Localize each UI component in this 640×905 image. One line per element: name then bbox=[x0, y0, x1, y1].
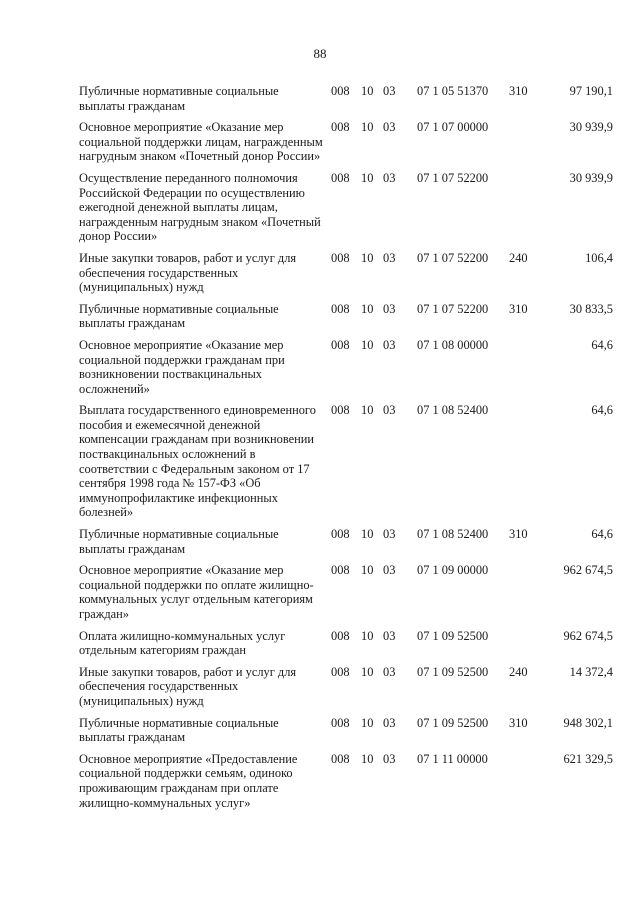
row-amount: 30 833,5 bbox=[569, 301, 613, 316]
row-target-article: 07 1 07 00000 bbox=[417, 120, 489, 135]
table-row bbox=[79, 302, 613, 338]
row-target-article: 07 1 07 52200 bbox=[417, 301, 489, 316]
budget-table bbox=[79, 84, 613, 817]
table-row bbox=[79, 716, 613, 752]
row-name: Публичные нормативные социальные выплаты гражданам bbox=[79, 715, 279, 745]
row-subsection-code: 03 bbox=[383, 170, 396, 185]
row-amount: 30 939,9 bbox=[569, 120, 613, 135]
row-section-code: 10 bbox=[361, 301, 374, 316]
row-section-code: 10 bbox=[361, 715, 374, 730]
row-name: Основное мероприятие «Предоставление социальной поддержки семьям, одиноко проживающим гражданам при оплате жилищно-коммунальных услуг» bbox=[79, 751, 298, 810]
row-amount: 64,6 bbox=[591, 403, 613, 418]
row-name: Иные закупки товаров, работ и услуг для обеспечения государственных (муниципальных) нужд bbox=[79, 250, 297, 295]
row-section-code: 10 bbox=[361, 403, 374, 418]
table-row bbox=[79, 563, 613, 628]
row-amount: 962 674,5 bbox=[563, 628, 613, 643]
table-row bbox=[79, 338, 613, 403]
row-name: Публичные нормативные социальные выплаты гражданам bbox=[79, 527, 279, 556]
row-expense-type: 310 bbox=[509, 84, 528, 98]
row-amount: 14 372,4 bbox=[569, 664, 613, 679]
row-name: Основное мероприятие «Оказание мер социальной поддержки по оплате жилищно-коммунальных услуг отдельным категориям граждан» bbox=[79, 563, 314, 621]
table-row bbox=[79, 171, 613, 251]
row-grbs-code: 008 bbox=[331, 84, 350, 98]
row-grbs-code: 008 bbox=[331, 563, 350, 578]
row-subsection-code: 03 bbox=[383, 664, 396, 679]
row-section-code: 10 bbox=[361, 563, 374, 578]
row-section-code: 10 bbox=[361, 337, 374, 352]
row-target-article: 07 1 07 52200 bbox=[417, 250, 489, 265]
row-expense-type bbox=[509, 403, 543, 527]
table-row bbox=[79, 403, 613, 527]
row-grbs-code: 008 bbox=[331, 250, 350, 265]
row-section-code: 10 bbox=[361, 120, 374, 135]
row-grbs-code: 008 bbox=[331, 301, 350, 316]
row-grbs-code: 008 bbox=[331, 170, 350, 185]
row-subsection-code: 03 bbox=[383, 715, 396, 730]
row-section-code: 10 bbox=[361, 84, 374, 98]
row-target-article: 07 1 09 52500 bbox=[417, 664, 489, 679]
row-expense-type bbox=[509, 120, 543, 171]
row-amount: 97 190,1 bbox=[569, 84, 613, 98]
row-amount: 64,6 bbox=[591, 337, 613, 352]
budget-table-body bbox=[79, 84, 613, 817]
row-section-code: 10 bbox=[361, 628, 374, 643]
row-subsection-code: 03 bbox=[383, 628, 396, 643]
table-row bbox=[79, 665, 613, 716]
row-section-code: 10 bbox=[361, 170, 374, 185]
row-subsection-code: 03 bbox=[383, 84, 396, 98]
row-expense-type bbox=[509, 338, 543, 403]
row-expense-type: 310 bbox=[509, 715, 528, 730]
row-subsection-code: 03 bbox=[383, 301, 396, 316]
row-amount: 106,4 bbox=[585, 250, 613, 265]
row-target-article: 07 1 08 52400 bbox=[417, 527, 489, 542]
row-target-article: 07 1 08 00000 bbox=[417, 337, 489, 352]
row-name: Основное мероприятие «Оказание мер социальной поддержки лицам, награжденным нагрудным знаком «Почетный донор России» bbox=[79, 120, 323, 164]
row-target-article: 07 1 11 00000 bbox=[417, 751, 488, 766]
row-target-article: 07 1 05 51370 bbox=[417, 84, 489, 98]
row-amount: 621 329,5 bbox=[563, 751, 613, 766]
row-expense-type bbox=[509, 629, 543, 665]
row-subsection-code: 03 bbox=[383, 337, 396, 352]
table-row bbox=[79, 84, 613, 120]
row-expense-type: 240 bbox=[509, 250, 528, 265]
row-target-article: 07 1 08 52400 bbox=[417, 403, 489, 418]
row-grbs-code: 008 bbox=[331, 751, 350, 766]
row-amount: 64,6 bbox=[591, 527, 613, 542]
row-name: Иные закупки товаров, работ и услуг для обеспечения государственных (муниципальных) нужд bbox=[79, 664, 297, 708]
row-name: Основное мероприятие «Оказание мер социальной поддержки гражданам при возникновении поствакцинальных осложнений» bbox=[79, 337, 285, 396]
row-subsection-code: 03 bbox=[383, 751, 396, 766]
row-target-article: 07 1 09 00000 bbox=[417, 563, 489, 578]
row-amount: 30 939,9 bbox=[569, 170, 613, 185]
page-number: 88 bbox=[313, 46, 327, 61]
row-section-code: 10 bbox=[361, 250, 374, 265]
row-amount: 962 674,5 bbox=[563, 563, 613, 578]
table-row bbox=[79, 752, 613, 817]
row-expense-type bbox=[509, 171, 543, 251]
row-grbs-code: 008 bbox=[331, 337, 350, 352]
row-subsection-code: 03 bbox=[383, 120, 396, 135]
row-section-code: 10 bbox=[361, 527, 374, 542]
row-grbs-code: 008 bbox=[331, 527, 350, 542]
row-target-article: 07 1 09 52500 bbox=[417, 715, 489, 730]
row-grbs-code: 008 bbox=[331, 715, 350, 730]
row-name: Публичные нормативные социальные выплаты гражданам bbox=[79, 84, 279, 113]
row-subsection-code: 03 bbox=[383, 563, 396, 578]
table-row bbox=[79, 251, 613, 302]
table-row bbox=[79, 629, 613, 665]
table-row bbox=[79, 120, 613, 171]
row-target-article: 07 1 07 52200 bbox=[417, 170, 489, 185]
row-name: Публичные нормативные социальные выплаты гражданам bbox=[79, 301, 279, 331]
row-expense-type bbox=[509, 563, 543, 628]
row-expense-type: 310 bbox=[509, 301, 528, 316]
row-name: Оплата жилищно-коммунальных услуг отдельным категориям граждан bbox=[79, 628, 286, 658]
row-subsection-code: 03 bbox=[383, 250, 396, 265]
row-section-code: 10 bbox=[361, 664, 374, 679]
table-row bbox=[79, 527, 613, 563]
row-section-code: 10 bbox=[361, 751, 374, 766]
row-grbs-code: 008 bbox=[331, 664, 350, 679]
row-grbs-code: 008 bbox=[331, 403, 350, 418]
row-target-article: 07 1 09 52500 bbox=[417, 628, 489, 643]
row-subsection-code: 03 bbox=[383, 527, 396, 542]
row-name: Выплата государственного единовременного пособия и ежемесячной денежной компенсации гражданам при возникновении поствакцинальных осложнений в соответствии с Федеральным законом от 17 сентября 1998 года № 157-ФЗ «Об иммунопрофилактике инфекционных болезней» bbox=[79, 403, 316, 520]
row-amount: 948 302,1 bbox=[563, 715, 613, 730]
row-name: Осуществление переданного полномочия Российской Федерации по осуществлению ежегодной денежной выплаты лицам, награжденным нагрудным знаком «Почетный донор России» bbox=[79, 170, 321, 244]
row-expense-type: 240 bbox=[509, 664, 528, 679]
row-grbs-code: 008 bbox=[331, 120, 350, 135]
row-grbs-code: 008 bbox=[331, 628, 350, 643]
row-expense-type: 310 bbox=[509, 527, 528, 542]
row-expense-type bbox=[509, 752, 543, 817]
row-subsection-code: 03 bbox=[383, 403, 396, 418]
